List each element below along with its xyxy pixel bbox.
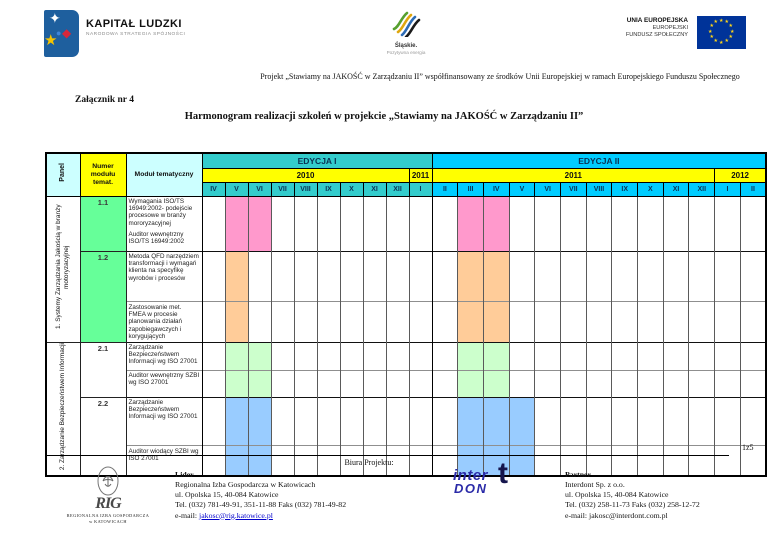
year-header: 2011	[432, 168, 715, 182]
schedule-cell	[432, 302, 458, 342]
schedule-cell	[294, 397, 317, 446]
schedule-cell	[663, 251, 689, 302]
schedule-cell	[509, 370, 535, 397]
topic-text: Metoda QFD narzędziem transformacji i wymagań klienta na specyfikę wyrobów i procesów	[128, 253, 199, 282]
month-header: XI	[663, 182, 689, 196]
schedule-cell-highlighted	[248, 342, 271, 370]
schedule-cell	[689, 251, 715, 302]
eu-star-icon: ★	[713, 39, 718, 45]
schedule-cell-highlighted	[248, 370, 271, 397]
schedule-cell-highlighted	[458, 370, 484, 397]
rig-caption-1: REGIONALNA IZBA GOSPODARCZA	[66, 513, 150, 518]
schedule-cell	[294, 370, 317, 397]
page-title: Harmonogram realizacji szkoleń w projekcie „Stawiamy na JAKOŚĆ w Zarządzaniu II”	[184, 111, 584, 122]
eu-line3: FUNDUSZ SPOŁECZNY	[625, 32, 688, 38]
page-number: 1z5	[742, 443, 754, 452]
schedule-cell-highlighted	[458, 302, 484, 342]
lider-block	[175, 470, 405, 521]
panel-label: 1. Systemy Zarządzania Jakością w branży motoryzacyjnej	[55, 204, 71, 329]
schedule-cell-highlighted	[225, 302, 248, 342]
schedule-cell	[586, 196, 612, 251]
interdont-logo-don: DON	[454, 481, 488, 496]
kapital-ludzki-title: KAPITAŁ LUDZKI	[86, 18, 182, 30]
schedule-cell	[271, 302, 294, 342]
month-header: IX	[317, 182, 340, 196]
month-header: III	[458, 182, 484, 196]
eu-star-icon: ★	[724, 19, 729, 25]
schedule-cell	[340, 370, 363, 397]
schedule-cell	[409, 342, 432, 370]
schedule-cell	[432, 342, 458, 370]
lider-email-line	[175, 511, 405, 521]
module-number-header: Numer modułu temat.	[80, 153, 126, 196]
schedule-cell	[689, 397, 715, 446]
schedule-cell	[202, 342, 225, 370]
eu-star-icon: ★	[719, 40, 724, 46]
schedule-cell	[612, 397, 638, 446]
kapital-ludzki-subtitle: NARODOWA STRATEGIA SPÓJNOŚCI	[86, 32, 186, 37]
slaskie-subtitle: Pozytywna energia	[386, 50, 426, 55]
slaskie-waves-icon	[391, 10, 421, 37]
schedule-cell-highlighted	[483, 196, 509, 251]
slaskie-title: Śląskie.	[394, 43, 418, 49]
schedule-cell	[715, 196, 741, 251]
schedule-cell	[248, 251, 271, 302]
schedule-cell	[202, 302, 225, 342]
schedule-cell	[612, 342, 638, 370]
schedule-row	[46, 302, 766, 342]
topic-text: Zarządzanie Bezpieczeństwem Informacji wg ISO 27001	[128, 344, 198, 366]
schedule-table	[45, 152, 767, 477]
schedule-row	[46, 251, 766, 302]
schedule-row	[46, 370, 766, 397]
partner-address: ul. Opolska 15, 40-084 Katowice	[565, 490, 669, 500]
panel-column-header	[46, 153, 80, 196]
schedule-cell	[663, 370, 689, 397]
schedule-cell	[715, 370, 741, 397]
month-header: I	[715, 182, 741, 196]
month-header: VII	[560, 182, 586, 196]
schedule-cell	[638, 302, 664, 342]
eu-star-icon: ★	[730, 29, 735, 35]
month-header: VII	[271, 182, 294, 196]
schedule-cell	[586, 342, 612, 370]
schedule-cell	[386, 370, 409, 397]
schedule-cell-highlighted	[225, 196, 248, 251]
month-header: X	[638, 182, 664, 196]
schedule-cell	[340, 397, 363, 446]
schedule-cell	[612, 251, 638, 302]
eu-star-icon: ★	[719, 18, 724, 24]
interdont-logo	[453, 457, 543, 504]
schedule-cell	[363, 251, 386, 302]
schedule-cell	[409, 196, 432, 251]
schedule-cell	[363, 302, 386, 342]
schedule-row	[46, 397, 766, 446]
schedule-cell	[363, 342, 386, 370]
schedule-cell	[386, 251, 409, 302]
schedule-cell	[509, 251, 535, 302]
schedule-cell	[271, 397, 294, 446]
edition-header: EDYCJA I	[202, 153, 432, 168]
lider-address: ul. Opolska 15, 40-084 Katowice	[175, 490, 279, 500]
schedule-cell	[586, 302, 612, 342]
schedule-cell	[612, 370, 638, 397]
schedule-cell	[271, 196, 294, 251]
module-number-cell: 1.2	[80, 251, 126, 342]
topic-cell	[126, 251, 202, 302]
schedule-cell-highlighted	[225, 397, 248, 446]
month-header: X	[340, 182, 363, 196]
year-header: 2012	[715, 168, 766, 182]
schedule-cell	[202, 397, 225, 446]
month-header: VIII	[294, 182, 317, 196]
partner-phone: Tel. (032) 258-11-73 Faks (032) 258-12-72	[565, 500, 700, 510]
month-header: V	[509, 182, 535, 196]
schedule-cell	[202, 251, 225, 302]
schedule-cell	[202, 196, 225, 251]
schedule-cell	[386, 342, 409, 370]
kapital-ludzki-logo	[44, 10, 79, 57]
schedule-cell	[638, 342, 664, 370]
schedule-cell	[689, 342, 715, 370]
edition-header: EDYCJA II	[432, 153, 766, 168]
schedule-cell	[689, 370, 715, 397]
schedule-cell-highlighted	[458, 342, 484, 370]
schedule-cell	[638, 196, 664, 251]
schedule-cell	[386, 196, 409, 251]
eu-star-icon: ★	[728, 24, 733, 29]
slaskie-logo	[376, 10, 436, 55]
schedule-cell-highlighted	[458, 251, 484, 302]
panel-label: 2. Zarządzanie Bezpieczeństwem Informacji	[59, 342, 67, 470]
lider-name: Regionalna Izba Gospodarcza w Katowicach	[175, 480, 316, 490]
schedule-cell	[248, 302, 271, 342]
schedule-cell	[535, 196, 561, 251]
month-header: II	[740, 182, 766, 196]
schedule-cell	[560, 302, 586, 342]
schedule-cell-highlighted	[225, 370, 248, 397]
eu-star-icon: ★	[708, 29, 713, 35]
schedule-cell	[271, 251, 294, 302]
schedule-cell	[560, 397, 586, 446]
lider-email-label: e-mail:	[175, 510, 198, 520]
partner-email: jakosc@interdont.com.pl	[589, 510, 668, 520]
schedule-cell	[612, 302, 638, 342]
partner-role: Partner	[565, 470, 591, 479]
month-header: VI	[535, 182, 561, 196]
schedule-cell	[740, 251, 766, 302]
topic-column-header: Moduł tematyczny	[126, 153, 202, 196]
schedule-cell	[715, 397, 741, 446]
month-header: II	[432, 182, 458, 196]
schedule-cell	[386, 302, 409, 342]
topic-cell	[126, 196, 202, 251]
schedule-cell	[271, 370, 294, 397]
eu-text-block	[560, 17, 688, 38]
schedule-cell-highlighted	[483, 302, 509, 342]
topic-text: Auditor wiodący SZBI wg ISO 27001	[128, 447, 199, 462]
schedule-cell	[271, 342, 294, 370]
rig-crest-icon	[96, 466, 120, 496]
schedule-cell	[509, 196, 535, 251]
schedule-cell	[715, 302, 741, 342]
schedule-cell	[317, 342, 340, 370]
month-header: IX	[612, 182, 638, 196]
month-header: XII	[689, 182, 715, 196]
project-cofinancing-line: Projekt „Stawiamy na JAKOŚĆ w Zarządzaniu II” współfinansowany ze środków Unii Europejskiej w ramach Europejskiego Funduszu Społecznego	[260, 72, 740, 81]
schedule-cell	[432, 397, 458, 446]
topic-cell	[126, 302, 202, 342]
schedule-cell	[535, 397, 561, 446]
schedule-cell	[202, 370, 225, 397]
topic-text: Wymagania ISO/TS 16949:2002- podejście procesowe w branży mororyzacyjnej	[128, 198, 193, 227]
month-header: IV	[202, 182, 225, 196]
schedule-cell	[432, 196, 458, 251]
schedule-cell	[409, 397, 432, 446]
schedule-cell-highlighted	[483, 251, 509, 302]
schedule-cell	[586, 397, 612, 446]
interdont-logo-t: t	[498, 457, 508, 490]
lider-phone: Tel. (032) 781-49-91, 351-11-88 Faks (032) 781-49-82	[175, 500, 347, 510]
panel-column-header-label: Panel	[58, 162, 66, 182]
schedule-cell	[294, 302, 317, 342]
topic-cell	[126, 370, 202, 397]
schedule-cell	[560, 342, 586, 370]
schedule-cell	[363, 196, 386, 251]
module-number-cell: 2.2	[80, 397, 126, 476]
schedule-row	[46, 196, 766, 251]
module-number-cell: 1.1	[80, 196, 126, 251]
schedule-cell-highlighted	[248, 397, 271, 446]
eu-flag-icon	[697, 16, 746, 49]
schedule-cell	[363, 370, 386, 397]
schedule-cell	[509, 302, 535, 342]
schedule-cell	[740, 370, 766, 397]
schedule-cell	[509, 342, 535, 370]
schedule-cell-highlighted	[225, 342, 248, 370]
schedule-cell	[740, 302, 766, 342]
schedule-cell	[638, 397, 664, 446]
schedule-cell	[409, 370, 432, 397]
schedule-cell	[340, 251, 363, 302]
schedule-cell	[612, 196, 638, 251]
schedule-cell	[740, 196, 766, 251]
yellow-star-icon	[44, 33, 57, 49]
lider-email-link[interactable]: jakosc@rig.katowice.pl	[199, 510, 273, 520]
attachment-label: Załącznik nr 4	[75, 95, 134, 105]
schedule-cell	[560, 370, 586, 397]
schedule-cell	[409, 251, 432, 302]
topic-text: Zastosowanie met. FMEA w procesie planowania działań zapobiegawczych i korygujących	[128, 303, 183, 340]
kapital-ludzki-text	[86, 18, 185, 37]
red-diamond-icon	[62, 25, 71, 41]
year-header: 2011	[409, 168, 432, 182]
schedule-cell	[715, 251, 741, 302]
month-header: XI	[363, 182, 386, 196]
schedule-cell	[535, 370, 561, 397]
schedule-cell	[363, 397, 386, 446]
topic-text: Zarządzanie Bezpieczeństwem Informacji wg ISO 27001	[128, 399, 198, 421]
month-header: I	[409, 182, 432, 196]
rig-script-text: RIG	[95, 495, 121, 512]
project-offices-label: Biura Projektu:	[344, 458, 394, 467]
eu-line2: EUROPEJSKI	[652, 25, 688, 31]
eu-star-icon: ★	[728, 35, 733, 40]
schedule-cell	[560, 196, 586, 251]
footer-divider	[45, 455, 729, 456]
schedule-cell	[560, 251, 586, 302]
partner-block	[565, 470, 765, 521]
month-header: IV	[483, 182, 509, 196]
schedule-cell	[317, 251, 340, 302]
schedule-table-wrapper	[45, 152, 767, 477]
lider-role: Lider	[175, 470, 194, 479]
schedule-cell	[638, 370, 664, 397]
schedule-cell-highlighted	[483, 370, 509, 397]
schedule-cell	[432, 370, 458, 397]
topic-text: Auditor wewnętrzny ISO/TS 16949:2002	[128, 230, 185, 246]
schedule-cell	[638, 251, 664, 302]
schedule-cell	[535, 302, 561, 342]
topic-cell	[126, 397, 202, 446]
schedule-cell	[663, 397, 689, 446]
schedule-cell-highlighted	[483, 397, 509, 446]
schedule-cell-highlighted	[458, 397, 484, 446]
eu-line1: UNIA EUROPEJSKA	[626, 17, 688, 24]
eu-star-icon: ★	[709, 24, 714, 29]
schedule-cell	[663, 196, 689, 251]
interdont-logo-inter: inter	[453, 467, 489, 484]
schedule-cell	[689, 302, 715, 342]
schedule-cell	[740, 397, 766, 446]
schedule-cell	[586, 370, 612, 397]
schedule-cell	[663, 302, 689, 342]
schedule-cell-highlighted	[225, 251, 248, 302]
schedule-cell	[294, 196, 317, 251]
schedule-cell-highlighted	[483, 342, 509, 370]
schedule-cell-highlighted	[509, 397, 535, 446]
partner-email-label: e-mail:	[565, 510, 588, 520]
schedule-cell	[432, 251, 458, 302]
topic-text: Auditor wewnętrzny SZBI wg ISO 27001	[128, 372, 200, 387]
schedule-cell	[663, 342, 689, 370]
schedule-cell	[317, 370, 340, 397]
schedule-cell	[294, 251, 317, 302]
month-header: VIII	[586, 182, 612, 196]
schedule-cell	[317, 196, 340, 251]
schedule-cell	[535, 342, 561, 370]
schedule-cell	[689, 196, 715, 251]
schedule-cell-highlighted	[458, 196, 484, 251]
month-header: V	[225, 182, 248, 196]
schedule-cell	[386, 397, 409, 446]
schedule-cell	[317, 302, 340, 342]
partner-name: Interdont Sp. z o.o.	[565, 480, 625, 490]
eu-star-icon: ★	[709, 35, 714, 40]
month-header: VI	[248, 182, 271, 196]
schedule-cell	[715, 342, 741, 370]
schedule-cell	[535, 251, 561, 302]
schedule-cell-highlighted	[248, 196, 271, 251]
panel-label-cell	[46, 196, 80, 342]
schedule-cell	[340, 342, 363, 370]
partner-email-line	[565, 511, 765, 521]
rig-caption-2: w KATOWICACH	[89, 518, 127, 524]
topic-cell	[126, 342, 202, 370]
month-header: XII	[386, 182, 409, 196]
schedule-cell	[409, 302, 432, 342]
schedule-cell	[586, 251, 612, 302]
schedule-row	[46, 342, 766, 370]
year-header: 2010	[202, 168, 409, 182]
schedule-cell	[740, 342, 766, 370]
eu-star-icon: ★	[713, 19, 718, 25]
module-number-cell: 2.1	[80, 342, 126, 397]
schedule-cell	[294, 342, 317, 370]
eu-star-icon: ★	[724, 39, 729, 45]
schedule-cell	[340, 302, 363, 342]
schedule-cell	[340, 196, 363, 251]
schedule-cell	[317, 397, 340, 446]
rig-logo	[58, 466, 158, 524]
